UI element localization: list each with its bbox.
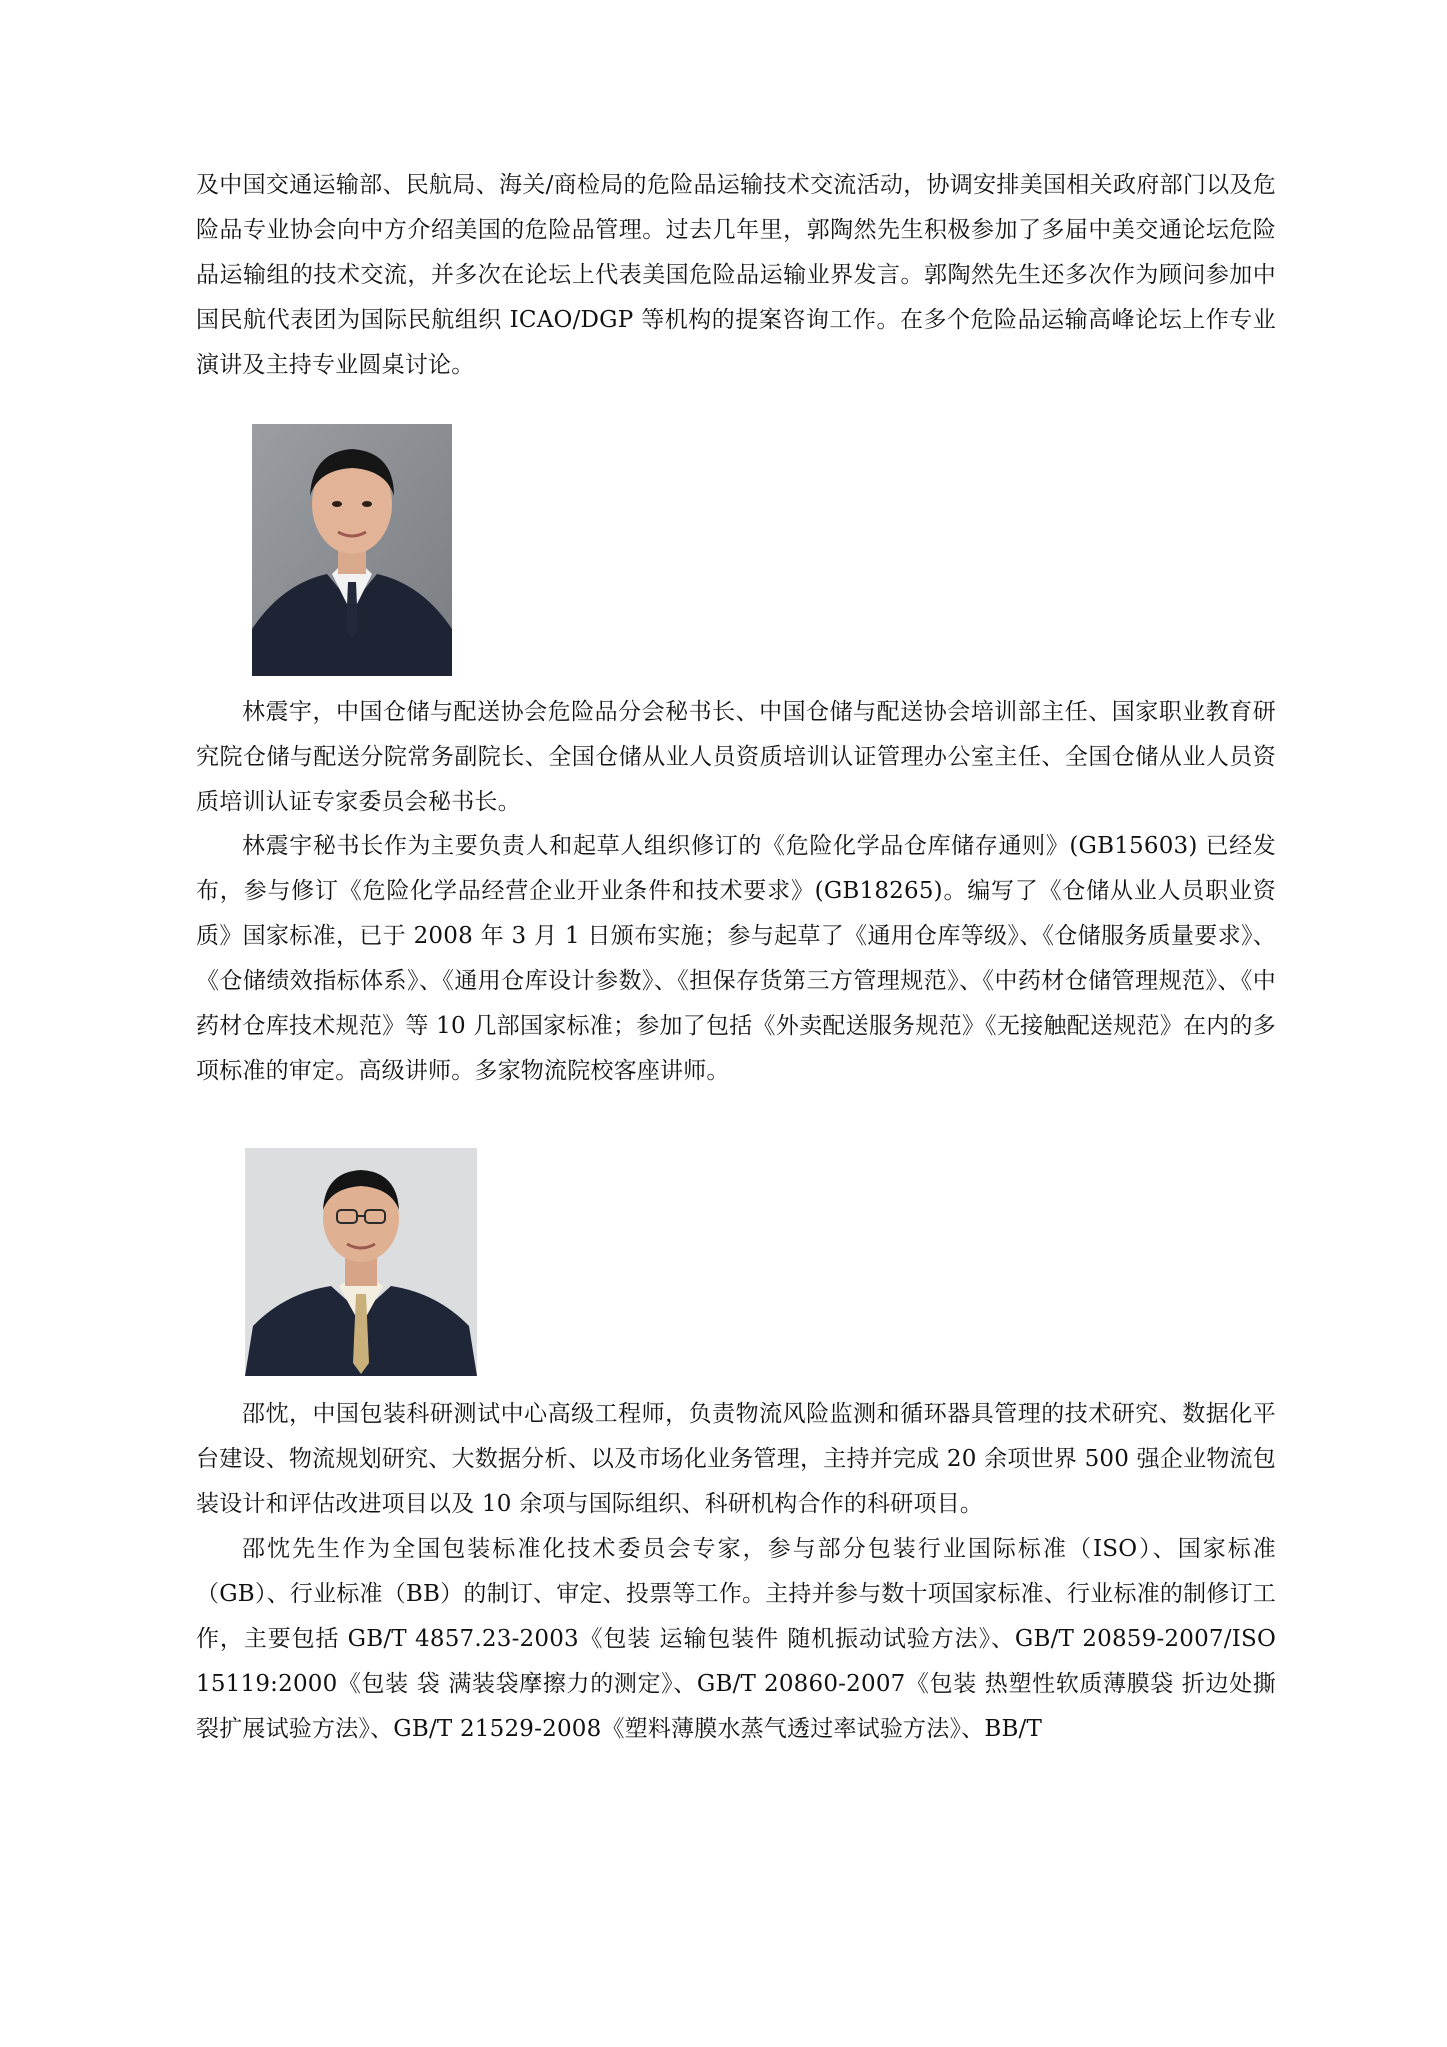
shao-chen-bio-paragraph: 邵忱，中国包装科研测试中心高级工程师，负责物流风险监测和循环器具管理的技术研究、数据化平台建设、物流规划研究、大数据分析、以及市场化业务管理，主持并完成 20 余项世界 500 强企业物流包装设计和评估改进项目以及 10 余项与国际组织、科研机构合作的科研项目。 — [196, 1401, 1276, 1517]
lin-zhenyu-standards-paragraph: 林震宇秘书长作为主要负责人和起草人组织修订的《危险化学品仓库储存通则》(GB15603) 已经发布，参与修订《危险化学品经营企业开业条件和技术要求》(GB18265)。编写了《仓储从业人员职业资质》国家标准，已于 2008 年 3 月 1 日颁布实施；参与起草了《通用仓库等级》、《仓储服务质量要求》、《仓储绩效指标体系》、《通用仓库设计参数》、《担保存货第三方管理规范》、《中药材仓储管理规范》、《中药材仓库技术规范》等 10 几部国家标准；参加了包括《外卖配送服务规范》《无接触配送规范》在内的多项标准的审定。高级讲师。多家物流院校客座讲师。 — [196, 833, 1276, 1084]
portrait-photo-shao-chen — [245, 1148, 477, 1376]
intro-paragraph-continuation: 及中国交通运输部、民航局、海关/商检局的危险品运输技术交流活动，协调安排美国相关政府部门以及危险品专业协会向中方介绍美国的危险品管理。过去几年里，郭陶然先生积极参加了多届中美交通论坛危险品运输组的技术交流，并多次在论坛上代表美国危险品运输业界发言。郭陶然先生还多次作为顾问参加中国民航代表团为国际民航组织 ICAO/DGP 等机构的提案咨询工作。在多个危险品运输高峰论坛上作专业演讲及主持专业圆桌讨论。 — [196, 172, 1276, 378]
portrait-photo-lin-zhenyu — [252, 424, 452, 676]
shao-chen-standards-paragraph: 邵忱先生作为全国包装标准化技术委员会专家，参与部分包装行业国际标准（ISO）、国家标准（GB）、行业标准（BB）的制订、审定、投票等工作。主持并参与数十项国家标准、行业标准的制修订工作，主要包括 GB/T 4857.23-2003《包装 运输包装件 随机振动试验方法》、GB/T 20859-2007/ISO 15119:2000《包装 袋 满装袋摩擦力的测定》、GB/T 20860-2007《包装 热塑性软质薄膜袋 折边处撕裂扩展试验方法》、GB/T 21529-2008《塑料薄膜水蒸气透过率试验方法》、BB/T — [196, 1536, 1276, 1742]
lin-zhenyu-bio-paragraph: 林震宇，中国仓储与配送协会危险品分会秘书长、中国仓储与配送协会培训部主任、国家职业教育研究院仓储与配送分院常务副院长、全国仓储从业人员资质培训认证管理办公室主任、全国仓储从业人员资质培训认证专家委员会秘书长。 — [196, 699, 1276, 815]
